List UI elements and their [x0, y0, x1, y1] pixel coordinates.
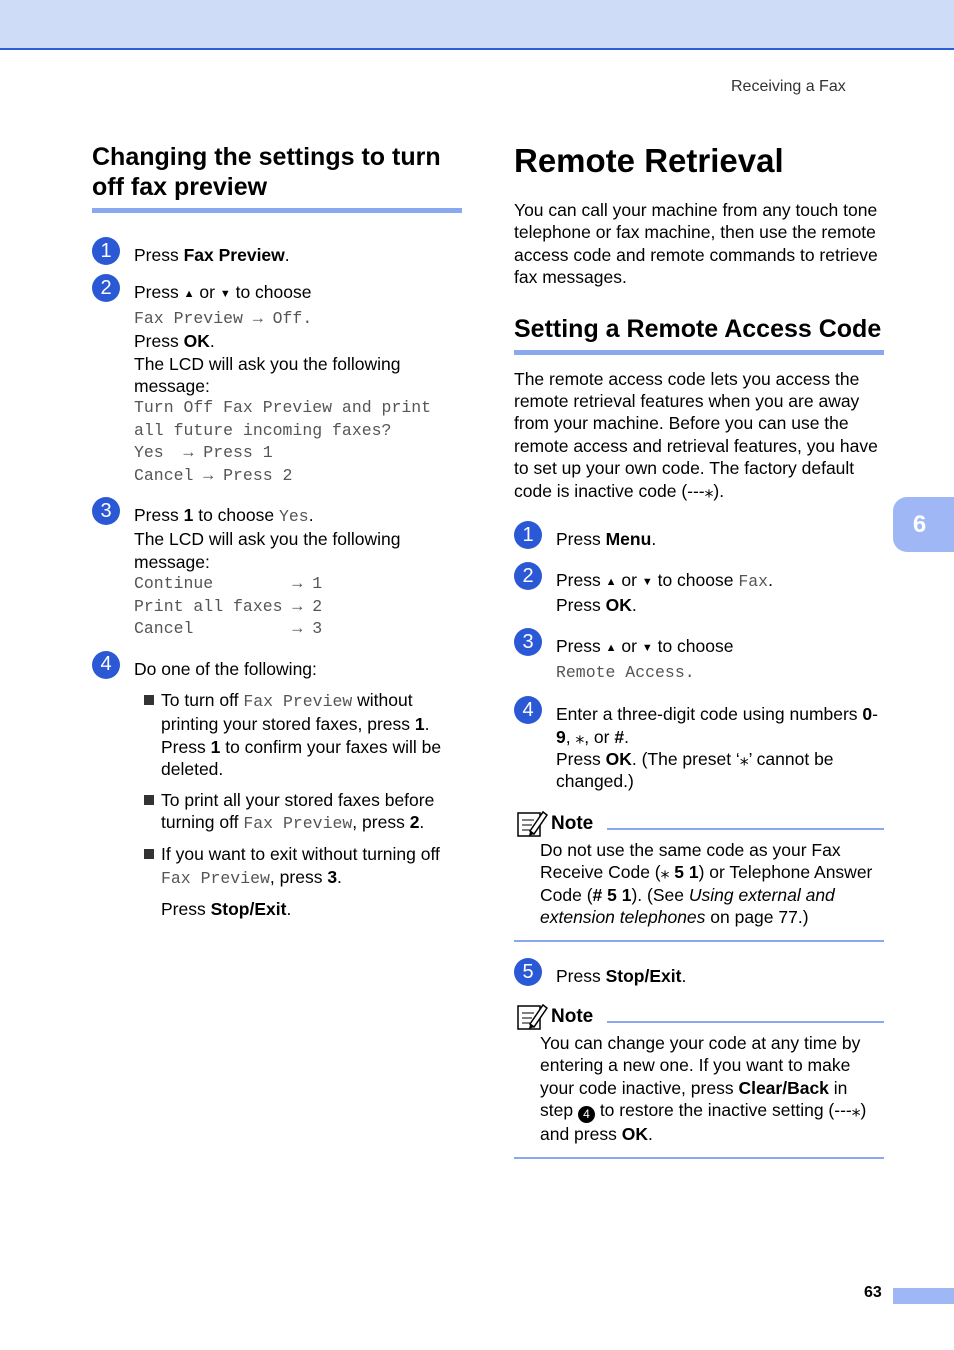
page-title: Remote Retrieval	[514, 142, 784, 179]
note-box	[514, 809, 884, 943]
key-name: OK	[605, 748, 632, 769]
key-name: 1	[210, 736, 221, 757]
step-number-badge: 4	[92, 651, 120, 679]
right-step-2: 2 Press ▲ or ▼ to choose Fax. Press OK.	[514, 569, 884, 616]
note-title: Note	[551, 812, 594, 834]
key-name: Stop/Exit	[210, 899, 287, 920]
bullet-item: To turn off Fax Preview without printing your stored faxes, press 1. Press 1 to confirm your faxes will be deleted.	[142, 689, 462, 781]
lcd-text: Fax Preview → Off	[134, 308, 303, 328]
step-text: to choose	[193, 505, 279, 526]
up-arrow-icon: ▲	[183, 288, 195, 301]
lcd-message-line: Cancel → Press 2	[134, 465, 293, 485]
down-arrow-icon: ▼	[641, 576, 653, 589]
key-name: 1	[414, 714, 425, 735]
bullet-item: To print all your stored faxes before turning off Fax Preview, press 2.	[142, 789, 462, 836]
lcd-message-intro: The LCD will ask you the following message:	[134, 353, 401, 397]
cross-reference: Using external and extension telephones	[540, 884, 835, 927]
key-name: Stop/Exit	[605, 966, 682, 987]
step-text: Do one of the following:	[134, 658, 317, 679]
lcd-text: Yes	[278, 507, 309, 527]
step-number-badge: 5	[514, 958, 542, 986]
up-arrow-icon: ▲	[605, 576, 617, 589]
right-step-1: 1 Press Menu.	[514, 528, 884, 550]
step-number-badge: 3	[92, 497, 120, 525]
left-step-4	[92, 653, 462, 921]
intro-paragraph: You can call your machine from any touch tone telephone or fax machine, then use the remote access code and remote commands to retrieve fax messages.	[514, 200, 878, 288]
left-step-1	[92, 239, 462, 266]
key-name: Fax Preview	[183, 245, 285, 265]
key-name: 2	[409, 811, 420, 832]
key-name: OK	[605, 594, 632, 615]
note-text: You can change your code at any time by entering a new one. If you want to make your code inactive, press Clear/Back in step 4 to restore the inactive setting (---⁎) and press OK.	[540, 1032, 867, 1144]
down-arrow-icon: ▼	[641, 642, 653, 655]
right-step-3: 3 Press ▲ or ▼ to choose Remote Access.	[514, 635, 884, 684]
step-text: Press	[134, 505, 184, 526]
left-step-3: 3 Press 1 to choose Yes. The LCD will ask you the following message: Continue → 1 Print all faxes → 2 Cancel → 3	[92, 504, 462, 640]
step-number-badge: 3	[514, 628, 542, 656]
up-arrow-icon: ▲	[605, 642, 617, 655]
left-step-2: 2 Press ▲ or ▼ to choose Fax Preview → Off. Press OK. The LCD will ask you the following message: Turn Off Fax Preview and print all future incoming faxes? Yes → Press 1 Cancel → Press 2	[92, 281, 462, 487]
lcd-text: Fax Preview	[161, 868, 270, 888]
lcd-message-line: Yes → Press 1	[134, 443, 273, 463]
step-text: Press	[134, 245, 184, 265]
note-pencil-icon	[516, 1002, 548, 1032]
body-paragraph: The remote access code lets you access the remote retrieval features when you are away from your machine. Before you can use the remote access and retrieval features, you have to set up your own code. The factory default code is inactive code (---⁎).	[514, 368, 878, 501]
page-number: 63	[864, 1284, 882, 1301]
note-box	[514, 1002, 884, 1159]
note-title: Note	[551, 1005, 594, 1027]
top-band	[0, 0, 954, 50]
lcd-message-intro: The LCD will ask you the following message:	[134, 529, 401, 572]
step-text: Press	[134, 331, 184, 352]
lcd-text: Fax	[738, 572, 769, 592]
step-text: or	[199, 282, 215, 303]
lcd-message-line: Cancel → 3	[134, 619, 323, 639]
section-heading-remote-access: Setting a Remote Access Code	[514, 314, 884, 355]
lcd-text: Fax Preview	[243, 813, 353, 833]
step-text: to choose	[235, 282, 312, 303]
lcd-text: Fax Preview	[243, 691, 353, 711]
lcd-message-line: all future incoming faxes?	[134, 420, 392, 440]
key-name: Menu	[605, 529, 652, 550]
page-number-bar	[893, 1288, 954, 1304]
step-number-badge: 1	[514, 521, 542, 549]
chapter-tab: 6	[893, 497, 954, 552]
lcd-message-line: Continue → 1	[134, 574, 323, 594]
step-number-badge: 4	[514, 696, 542, 724]
running-head: Receiving a Fax	[731, 78, 846, 95]
step-number-badge: 1	[92, 237, 120, 265]
down-arrow-icon: ▼	[219, 288, 231, 301]
section-heading-fax-preview: Changing the settings to turn off fax preview	[92, 142, 462, 213]
bullet-item: If you want to exit without turning off Fax Preview, press 3.	[142, 843, 462, 890]
step-text: Press	[134, 282, 179, 303]
final-instruction: Press Stop/Exit.	[161, 899, 292, 920]
right-column	[514, 140, 884, 1159]
lcd-message-line: Turn Off Fax Preview and print	[134, 398, 432, 418]
right-step-4: 4 Enter a three-digit code using numbers 0-9, ⁎, or #. Press OK. (The preset ‘⁎’ cannot be changed.)	[514, 703, 884, 793]
step-punct: .	[284, 245, 290, 265]
right-step-5: 5 Press Stop/Exit.	[514, 965, 884, 987]
left-column	[92, 142, 462, 921]
note-text: Do not use the same code as your Fax Receive Code (⁎ 5 1) or Telephone Answer Code (# 5 1). (See Using external and extension telephones on page 77.)	[540, 839, 873, 927]
key-name: 1	[183, 505, 194, 526]
step-number-badge: 2	[92, 274, 120, 302]
step-number-badge: 2	[514, 562, 542, 590]
lcd-message-line: Print all faxes → 2	[134, 596, 323, 616]
step-reference-badge: 4	[578, 1106, 595, 1123]
key-name: 3	[327, 866, 338, 887]
lcd-text: Remote Access	[556, 662, 685, 682]
key-name: OK	[183, 331, 210, 352]
note-pencil-icon	[516, 809, 548, 839]
